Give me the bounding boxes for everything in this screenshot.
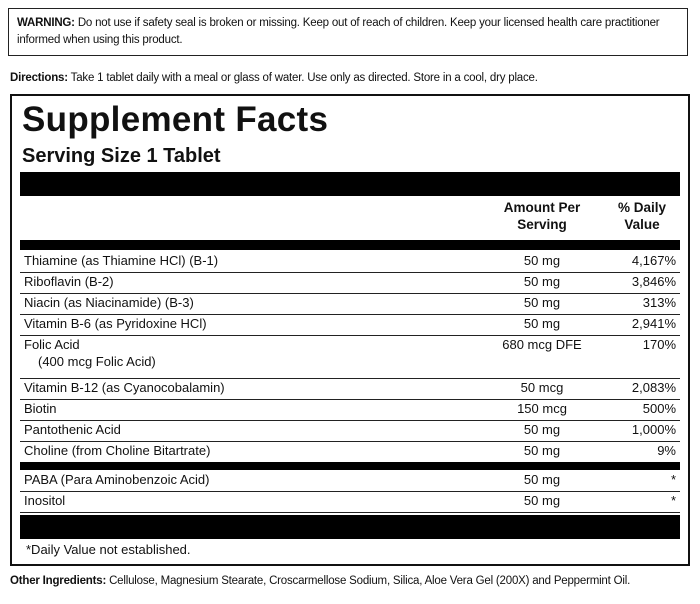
supplement-facts-panel: [10, 94, 690, 566]
footnote: *Daily Value not established.: [26, 542, 191, 557]
nutrient-dv: *: [670, 493, 676, 508]
nutrient-row: [20, 335, 680, 379]
nutrient-amount: 50 mg: [523, 253, 561, 268]
section-divider: [20, 462, 680, 470]
directions: [10, 72, 538, 84]
nutrient-name: Inositol: [24, 493, 66, 508]
other-ingredients: [10, 575, 630, 587]
nutrient-name: Biotin: [24, 401, 57, 416]
nutrient-row: [20, 378, 680, 400]
other-ingredients-label: Other Ingredients:: [10, 575, 107, 587]
nutrient-amount: 150 mcg: [517, 401, 567, 416]
thick-divider: [20, 172, 680, 196]
nutrient-name: Riboflavin (B-2): [24, 274, 114, 289]
nutrient-dv: 4,167%: [631, 253, 676, 268]
nutrient-row: [20, 272, 680, 294]
serving-size: Serving Size 1 Tablet: [22, 145, 221, 167]
nutrient-dv: *: [670, 472, 676, 487]
nutrient-amount: 50 mg: [523, 443, 561, 458]
nutrient-name: Vitamin B-12 (as Cyanocobalamin): [24, 380, 225, 395]
nutrient-name: Niacin (as Niacinamide) (B-3): [24, 295, 194, 310]
nutrient-amount: 50 mg: [523, 274, 561, 289]
nutrient-dv: 170%: [642, 337, 676, 352]
nutrient-row: [20, 470, 680, 492]
daily-value-header: [607, 199, 677, 233]
nutrient-name: PABA (Para Aminobenzoic Acid): [24, 472, 210, 487]
nutrient-amount: 50 mg: [523, 472, 561, 487]
amount-header-line1: Amount Per: [503, 200, 581, 215]
bottom-divider: [20, 515, 680, 539]
nutrient-amount: 680 mcg DFE: [502, 337, 582, 352]
nutrient-name: Vitamin B-6 (as Pyridoxine HCl): [24, 316, 207, 331]
nutrient-name: Folic Acid: [24, 337, 80, 352]
nutrient-dv: 9%: [657, 443, 676, 458]
nutrient-sub: (400 mcg Folic Acid): [38, 354, 156, 369]
header-divider: [20, 240, 680, 250]
warning-label: WARNING:: [17, 17, 75, 29]
nutrient-dv: 2,941%: [631, 316, 676, 331]
facts-title: Supplement Facts: [22, 100, 329, 139]
nutrient-row: [20, 399, 680, 421]
dv-header-line1: % Daily: [617, 200, 667, 215]
nutrient-amount: 50 mg: [523, 422, 561, 437]
nutrient-dv: 2,083%: [631, 380, 676, 395]
nutrient-amount: 50 mcg: [520, 380, 564, 395]
nutrient-dv: 500%: [642, 401, 676, 416]
nutrient-dv: 313%: [642, 295, 676, 310]
nutrient-row: [20, 293, 680, 315]
nutrient-amount: 50 mg: [523, 493, 561, 508]
nutrient-name: Thiamine (as Thiamine HCl) (B-1): [24, 253, 219, 268]
amount-header: [482, 199, 602, 233]
warning-text: Do not use if safety seal is broken or missing. Keep out of reach of children. Keep your licensed health care practitioner informed when using this product.: [17, 17, 660, 46]
amount-header-line2: Serving: [517, 217, 567, 232]
directions-text: Take 1 tablet daily with a meal or glass of water. Use only as directed. Store in a cool, dry place.: [70, 72, 538, 84]
dv-header-line2: Value: [624, 217, 660, 232]
nutrient-name: Pantothenic Acid: [24, 422, 121, 437]
warning-box: [8, 8, 688, 56]
nutrient-row: [20, 251, 680, 273]
nutrient-amount: 50 mg: [523, 295, 561, 310]
nutrient-row: [20, 314, 680, 336]
nutrient-dv: 3,846%: [631, 274, 676, 289]
nutrient-amount: 50 mg: [523, 316, 561, 331]
other-ingredients-text: Cellulose, Magnesium Stearate, Croscarmellose Sodium, Silica, Aloe Vera Gel (200X) and Peppermint Oil.: [109, 575, 631, 587]
nutrient-dv: 1,000%: [631, 422, 676, 437]
nutrient-row: [20, 420, 680, 442]
directions-label: Directions:: [10, 72, 68, 84]
nutrient-name: Choline (from Choline Bitartrate): [24, 443, 211, 458]
nutrient-row: [20, 491, 680, 513]
nutrient-row: [20, 441, 680, 462]
